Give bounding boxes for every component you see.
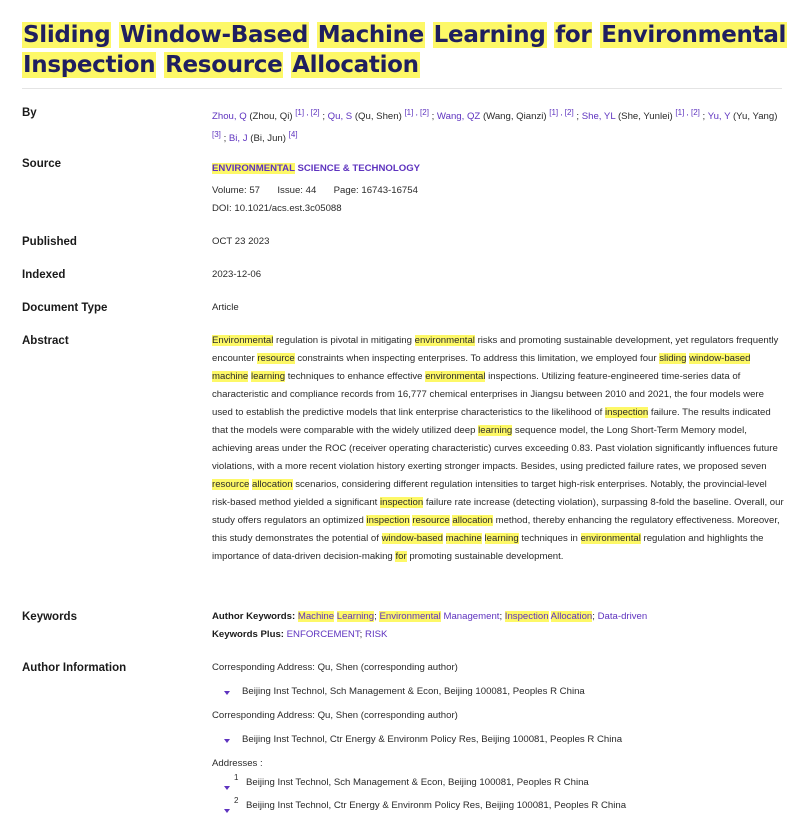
- title-divider: [22, 88, 782, 89]
- label-document-type: Document Type: [22, 302, 108, 314]
- abstract-highlight: environmental: [414, 335, 475, 346]
- abstract-highlight: machine: [212, 371, 249, 382]
- abstract-segment: risks and promoting sustainable development, yet regulators frequently encounter: [212, 335, 779, 364]
- abstract-highlight: window-based: [381, 533, 443, 544]
- address-number: 1: [234, 773, 239, 782]
- title-word-highlight: Machine: [317, 22, 424, 48]
- label-abstract: Abstract: [22, 335, 69, 347]
- author-link[interactable]: Zhou, Q: [212, 111, 247, 122]
- abstract-segment: promoting sustainable development.: [406, 551, 564, 562]
- abstract-highlight: inspection: [379, 497, 424, 508]
- title-text: [156, 52, 164, 78]
- abstract-segment: constraints when inspecting enterprises. To address this limitation, we employed four: [294, 353, 660, 364]
- addresses-label: Addresses :: [212, 758, 263, 769]
- expand-caret-icon[interactable]: [224, 809, 230, 813]
- keyword-text: Management: [440, 611, 500, 622]
- abstract-highlight: window-based: [689, 353, 751, 364]
- abstract-highlight: resource: [212, 479, 250, 490]
- title-word-highlight: Sliding: [23, 22, 111, 48]
- keyword-highlight: Machine: [297, 611, 335, 622]
- author-link[interactable]: She, YL: [581, 111, 616, 122]
- source-details: [212, 182, 787, 200]
- affiliation-refs[interactable]: [1] , [2]: [295, 108, 320, 117]
- author-full-name: (Bi, Jun): [247, 133, 289, 144]
- label-by: By: [22, 107, 37, 119]
- affiliation-refs[interactable]: [1] , [2]: [675, 108, 700, 117]
- abstract-highlight: inspection: [605, 407, 649, 418]
- author-full-name: (Yu, Yang): [730, 111, 778, 122]
- author-full-name: (Qu, Shen): [352, 111, 405, 122]
- affiliation-refs[interactable]: [4]: [288, 130, 298, 139]
- abstract-highlight: machine: [445, 533, 482, 544]
- author-keyword-link[interactable]: [598, 611, 648, 622]
- author-link[interactable]: Yu, Y: [707, 111, 731, 122]
- authors-list: [212, 104, 787, 148]
- expand-caret-icon[interactable]: [224, 786, 230, 790]
- keyword-separator: ;: [592, 611, 598, 622]
- author-separator: ;: [319, 111, 328, 122]
- keyword-text: Data-driven: [597, 611, 648, 622]
- label-author-information: Author Information: [22, 662, 127, 674]
- affiliation-refs[interactable]: [3]: [212, 130, 221, 139]
- abstract-highlight: for: [395, 551, 407, 562]
- keywords-plus: [212, 626, 787, 644]
- abstract-text: [212, 332, 784, 566]
- author-full-name: (She, Yunlei): [615, 111, 676, 122]
- abstract-segment: failure. The results indicated that the models were comparable with the widely utilized deep: [212, 407, 771, 436]
- corresponding-address-1-detail: Beijing Inst Technol, Sch Management & Econ, Beijing 100081, Peoples R China: [242, 686, 585, 697]
- source-block: [212, 160, 787, 218]
- abstract-segment: techniques in: [518, 533, 581, 544]
- document-type: Article: [212, 302, 239, 313]
- doi: DOI: 10.1021/acs.est.3c05088: [212, 203, 342, 214]
- abstract-segment: sequence model, the Long Short-Term Memory model, achieving areas under the ROC (receiver operating characteristic) curves exceeding 0.83. Past violation significantly influences future violations, with a more recent violation history exerting stronger impacts. Besides, using predicted failure rates, we proposed seven: [212, 425, 778, 472]
- keyword-highlight: Allocation: [550, 611, 593, 622]
- corresponding-address-2-detail: Beijing Inst Technol, Ctr Energy & Environm Policy Res, Beijing 100081, Peoples R China: [242, 734, 623, 745]
- keyword-separator: ;: [499, 611, 505, 622]
- label-keywords: Keywords: [22, 611, 77, 623]
- author-link[interactable]: Bi, J: [228, 133, 248, 144]
- issue: Issue: 44: [277, 185, 317, 196]
- keyword-plus-link[interactable]: ENFORCEMENT: [286, 629, 360, 640]
- label-indexed: Indexed: [22, 269, 66, 281]
- title-word-highlight: Resource: [165, 52, 283, 78]
- title-text: [283, 52, 291, 78]
- abstract-highlight: sliding: [659, 353, 687, 364]
- title-word-highlight: Learning: [433, 22, 546, 48]
- author-link[interactable]: Qu, S: [327, 111, 353, 122]
- abstract-segment: failure rate increase (detecting violation), surpassing 8-fold the baseline. Overall, our study offers regulators an optimized: [212, 497, 784, 526]
- journal-title-link[interactable]: [212, 160, 787, 178]
- keyword-highlight: Learning: [336, 611, 375, 622]
- title-text: [309, 22, 317, 48]
- journal-title-rest: SCIENCE & TECHNOLOGY: [294, 163, 421, 174]
- label-published: Published: [22, 236, 77, 248]
- volume: Volume: 57: [212, 185, 261, 196]
- address-1: Beijing Inst Technol, Sch Management & Econ, Beijing 100081, Peoples R China: [246, 777, 589, 788]
- author-keyword-link[interactable]: [298, 611, 374, 622]
- abstract-segment: scenarios, considering different regulation intensities to target high-risk enterprises. Notably, the provincial-level risk-based method yielded a significant: [212, 479, 767, 508]
- author-link[interactable]: Wang, QZ: [436, 111, 481, 122]
- abstract-segment: techniques to enhance effective: [285, 371, 426, 382]
- title-text: [425, 22, 433, 48]
- title-word-highlight: Allocation: [292, 52, 419, 78]
- page-range: Page: 16743-16754: [333, 185, 418, 196]
- abstract-highlight: resource: [257, 353, 295, 364]
- abstract-highlight: learning: [250, 371, 286, 382]
- abstract-highlight: learning: [478, 425, 513, 436]
- affiliation-refs[interactable]: [1] , [2]: [549, 108, 574, 117]
- keyword-highlight: Inspection: [504, 611, 549, 622]
- expand-caret-icon[interactable]: [224, 691, 230, 695]
- address-number: 2: [234, 796, 239, 805]
- abstract-segment: method, thereby enhancing the regulatory effectiveness. Moreover, this study demonstrates the potential of: [212, 515, 780, 544]
- keyword-plus-link[interactable]: RISK: [365, 629, 388, 640]
- page-title: [22, 20, 792, 80]
- title-text: [111, 22, 119, 48]
- author-separator: ;: [573, 111, 582, 122]
- affiliation-refs[interactable]: [1] , [2]: [404, 108, 429, 117]
- abstract-highlight: learning: [484, 533, 519, 544]
- keywords-block: [212, 608, 787, 644]
- corresponding-address-1: Corresponding Address: Qu, Shen (corresponding author): [212, 662, 458, 673]
- keyword-separator: ;: [374, 611, 380, 622]
- abstract-highlight: allocation: [452, 515, 493, 526]
- abstract-highlight: environmental: [425, 371, 486, 382]
- title-word-highlight: Environmental: [601, 22, 787, 48]
- keywords-plus-label: Keywords Plus:: [212, 629, 287, 640]
- author-full-name: (Zhou, Qi): [246, 111, 296, 122]
- keyword-highlight: Environmental: [379, 611, 441, 622]
- title-word-highlight: for: [555, 22, 592, 48]
- author-separator: ;: [699, 111, 708, 122]
- abstract-highlight: environmental: [580, 533, 641, 544]
- author-keyword-link[interactable]: [379, 611, 499, 622]
- label-source: Source: [22, 158, 61, 170]
- title-word-highlight: Inspection: [23, 52, 156, 78]
- journal-title-highlight: ENVIRONMENTAL: [212, 163, 295, 174]
- expand-caret-icon[interactable]: [224, 739, 230, 743]
- title-word-highlight: Window-Based: [120, 22, 309, 48]
- abstract-highlight: inspection: [366, 515, 410, 526]
- keyword-separator: ;: [359, 629, 366, 640]
- address-2: Beijing Inst Technol, Ctr Energy & Environm Policy Res, Beijing 100081, Peoples R China: [246, 800, 627, 811]
- author-keywords: [212, 608, 787, 626]
- abstract-highlight: allocation: [252, 479, 293, 490]
- abstract-highlight: Environmental: [212, 335, 274, 346]
- author-keyword-link[interactable]: [505, 611, 592, 622]
- corresponding-address-2: Corresponding Address: Qu, Shen (corresponding author): [212, 710, 458, 721]
- author-full-name: (Wang, Qianzi): [480, 111, 550, 122]
- author-keywords-label: Author Keywords:: [212, 611, 298, 622]
- indexed-date: 2023-12-06: [212, 269, 262, 280]
- abstract-highlight: resource: [412, 515, 450, 526]
- author-separator: ;: [220, 133, 229, 144]
- abstract-segment: regulation is pivotal in mitigating: [273, 335, 415, 346]
- author-separator: ;: [428, 111, 437, 122]
- abstract-segment: inspections. Utilizing feature-engineered time-series data of characteristic and compliance records from 16,777 chemical enterprises in Jiangsu between 2010 and 2021, the four models were used to establish the predictive models that link enterprise characteristics to the likelihood of: [212, 371, 764, 418]
- abstract-segment: regulation and highlights the importance of data-driven decision-making: [212, 533, 764, 562]
- published-date: OCT 23 2023: [212, 236, 270, 247]
